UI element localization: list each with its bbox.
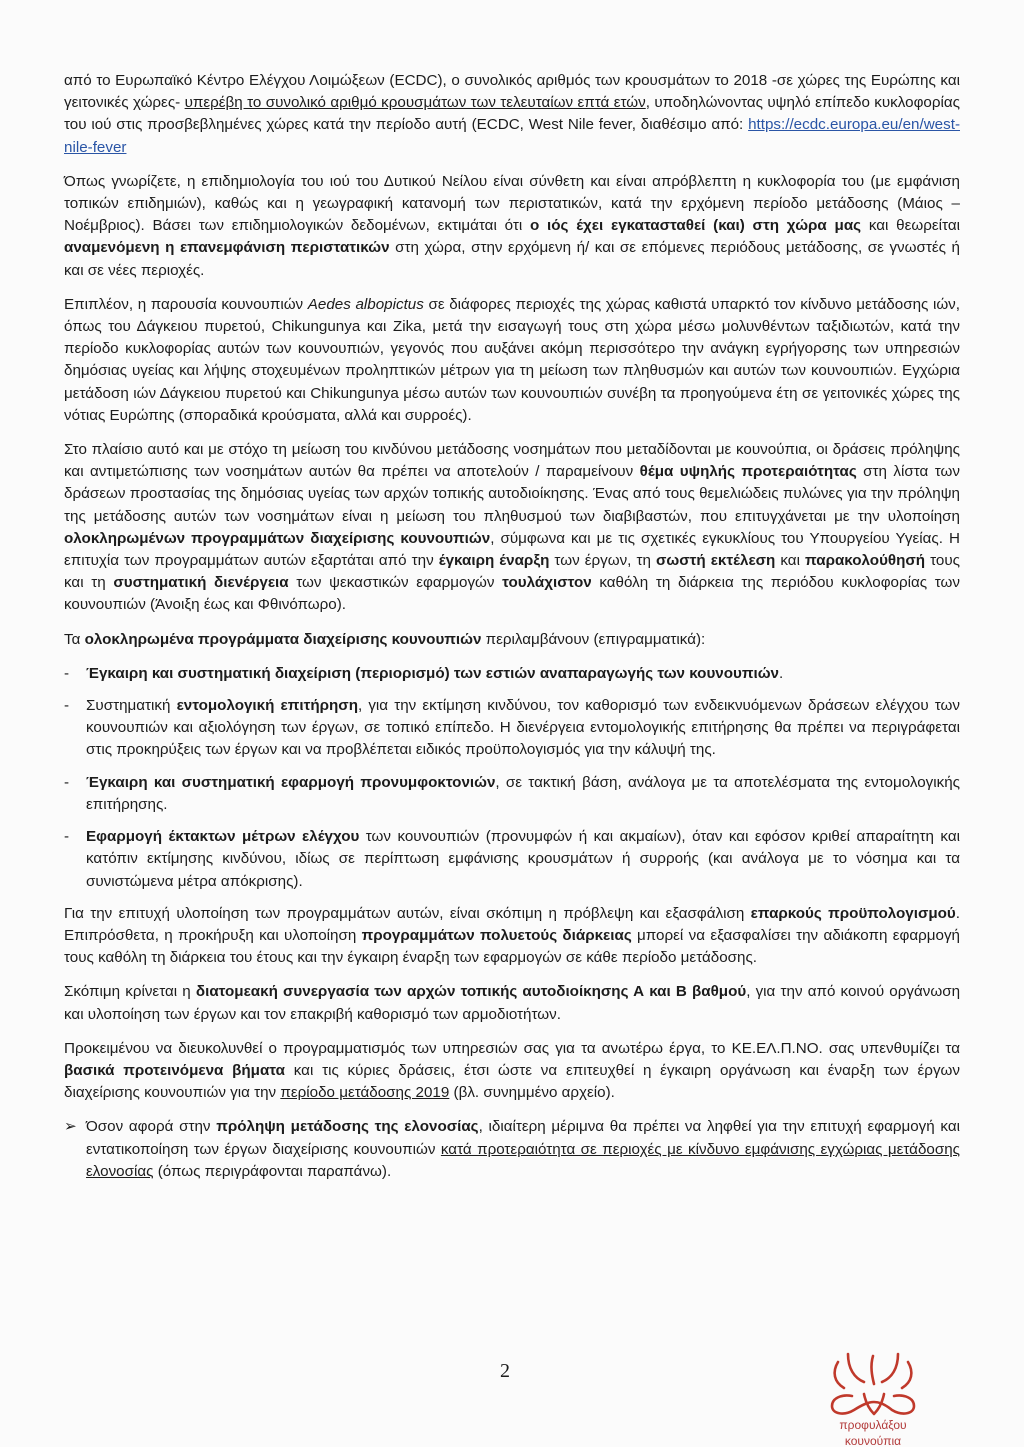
text: των ψεκαστικών εφαρμογών <box>288 574 503 592</box>
bold-text: βασικά προτεινόμενα βήματα <box>64 1061 285 1079</box>
bold-text: παρακολούθησή <box>805 552 926 570</box>
paragraph-programs-intro <box>64 629 960 651</box>
bold-text: Εφαρμογή έκτακτων μέτρων ελέγχου <box>86 828 360 846</box>
bold-text: τουλάχιστον <box>502 574 592 592</box>
logo-text-cropped: κουνούπια <box>844 1434 902 1447</box>
text: καθόλη τη διάρκεια της περιόδου κυκλοφορίας των κουνουπιών (Άνοιξη έως και Φθινόπωρο). <box>64 574 960 614</box>
text: και <box>775 552 806 570</box>
text: (βλ. συνημμένο αρχείο). <box>449 1084 615 1102</box>
text: και τις κύριες δράσεις, έτσι ώστε να επιτευχθεί η έγκαιρη οργάνωση και έναρξη των έργων διαχείρισης κουνουπιών για την <box>64 1061 960 1102</box>
text: περιλαμβάνουν (επιγραμματικά): <box>481 630 706 648</box>
arrow-bullet-icon: ➢ <box>64 1118 77 1136</box>
text: σε διάφορες περιοχές της χώρας καθιστά υπαρκτό τον κίνδυνο μετάδοσης ιών, όπως του Δάγκειου πυρετού, Chikungunya και Zika, μετά την εισαγωγή τους στη χώρα μέσω μολυνθέντων ταξιδιωτών, κατά την περίοδο κυκλοφορίας αυτών των κουνουπιών, γεγονός που αυξάνει ακόμη περισσότερο την ανάγκη εγρήγορσης των υπηρεσιών δημόσιας υγείας και λήψης στοχευμένων προληπτικών μέτρων για τη μείωση των πληθυσμών και αυτών των κουνουπιών. Εγχώρια μετάδοση ιών Δάγκειου πυρετού και Chikungunya μέσω αυτών των κουνουπιών συνέβη τα προηγούμενα έτη σε γειτονικές χώρες της νότιας Ευρώπης (σποραδικά κρούσματα, αλλά και συρροές). <box>64 295 960 424</box>
text: των έργων, τη <box>549 552 656 570</box>
text: . <box>778 664 784 682</box>
text: , σε τακτική βάση, ανάλογα με τα αποτελέσματα της εντομολογικής επιτήρησης. <box>86 773 960 813</box>
bold-text: ο ιός έχει εγκατασταθεί (και) στη χώρα μας <box>529 217 862 235</box>
underlined-text: περίοδο μετάδοσης 2019 <box>280 1084 450 1102</box>
ecdc-link[interactable]: https://ecdc.europa.eu/en/west-nile-fever <box>64 116 960 156</box>
dash-bullet: - <box>64 773 70 791</box>
text: των κουνουπιών (προνυμφών ή και ακμαίων), όταν και εφόσον κριθεί απαραίτητη και κατόπιν εκτίμησης κινδύνου, ιδίως σε περίπτωση εμφάνισης κρουσμάτων ή συρροής (και ανάλογα με το νόσημα και τα συνιστώμενα μέτρα απόκρισης). <box>86 828 960 890</box>
paragraph-budget <box>64 903 960 970</box>
text: τους και τη <box>64 552 960 592</box>
text: Σκόπιμη κρίνεται η <box>64 983 196 1001</box>
bold-text: διατομεακή συνεργασία των αρχών τοπικής αυτοδιοίκησης Α και Β βαθμού <box>195 983 747 1001</box>
text: Στο πλαίσιο αυτό και με στόχο τη μείωση του κινδύνου μετάδοσης νοσημάτων που μεταδίδονται με κουνούπια, οι δράσεις πρόληψης και αντιμετώπισης των νοσημάτων αυτών θα πρέπει να αποτελούν / παραμείνουν <box>64 441 960 481</box>
text: μπορεί να εξασφαλίσει την αδιάκοπη εφαρμογή τους καθόλη τη διάρκεια του έτους και την έγκαιρη έναρξη των εφαρμογών σε κάθε περίοδο μετάδοσης. <box>64 926 960 967</box>
paragraph-ecdc <box>64 70 960 159</box>
document-body <box>64 70 960 1183</box>
text: . Επιπρόσθετα, η προκήρυξη και υλοποίηση <box>64 904 960 944</box>
text: Για την επιτυχή υλοποίηση των προγραμμάτων αυτών, είναι σκόπιμη η πρόβλεψη και εξασφάλιση <box>64 904 751 922</box>
bold-text: Έγκαιρη και συστηματική διαχείριση (περιορισμό) των εστιών αναπαραγωγής των κουνουπιών <box>86 664 779 682</box>
text: Όπως γνωρίζετε, η επιδημιολογία του ιού του Δυτικού Νείλου είναι σύνθετη και είναι απρόβλεπτη η κυκλοφορία του (με εμφάνιση τοπικών επιδημιών), καθώς και η γεωγραφική κατανομή των περιστατικών, κατά την ερχόμενη περίοδο μετάδοσης (Μάιος – Νοέμβριος). Βάσει των επιδημιολογικών δεδομένων, εκτιμάται ότι <box>64 172 960 235</box>
list-item <box>64 695 960 762</box>
paragraph-cooperation <box>64 981 960 1025</box>
program-components-list <box>64 663 960 893</box>
text: και θεωρείται <box>861 217 960 235</box>
logo-text: προφυλάξου <box>839 1418 907 1432</box>
text: Συστηματική <box>86 697 177 715</box>
dash-bullet: - <box>64 828 70 846</box>
bold-text: Έγκαιρη και συστηματική εφαρμογή προνυμφοκτονιών <box>86 773 496 791</box>
list-item <box>64 826 960 893</box>
text: , ιδιαίτερη μέριμνα θα πρέπει να ληφθεί για την επιτυχή εφαρμογή και εντατικοποίηση των έργων διαχείρισης κουνουπιών <box>86 1118 960 1158</box>
bold-text: ολοκληρωμένα προγράμματα διαχείρισης κουνουπιών <box>84 630 482 648</box>
malaria-note <box>64 1116 960 1183</box>
bold-text: επαρκούς προϋπολογισμού <box>750 904 956 922</box>
text: Όσον αφορά στην <box>86 1118 217 1136</box>
dash-bullet: - <box>64 697 70 715</box>
list-item <box>64 772 960 816</box>
bold-text: ολοκληρωμένων προγραμμάτων διαχείρισης κουνουπιών <box>64 529 491 547</box>
text: , για την από κοινού οργάνωση και υλοποίηση των έργων και τον επακριβή καθορισμό των αρμοδιοτήτων. <box>64 983 961 1023</box>
bold-text: αναμενόμενη η επανεμφάνιση περιστατικών <box>64 239 390 257</box>
text: στη λίστα των δράσεων προστασίας της δημόσιας υγείας των αρχών τοπικής αυτοδιοίκησης. Ένας από τους θεμελιώδεις πυλώνες για την πρόληψη της μετάδοσης αυτών των νοσημάτων είναι η μείωση του πληθυσμού των διαβιβαστών, που επιτυγχάνεται με την υλοποίηση <box>64 463 960 525</box>
paragraph-aedes <box>64 294 960 427</box>
bold-text: εντομολογική επιτήρηση <box>176 697 358 715</box>
text: , υποδηλώνοντας υψηλό επίπεδο κυκλοφορίας του ιού στις προσβεβλημένες χώρες κατά την περίοδο αυτή (ECDC, West Nile fever, διαθέσιμο από: <box>64 94 960 134</box>
bold-text: έγκαιρη έναρξη <box>438 552 550 570</box>
underlined-text: κατά προτεραιότητα σε περιοχές με κίνδυνο εμφάνισης εγχώριας μετάδοσης ελονοσίας <box>86 1140 960 1180</box>
text: Προκειμένου να διευκολυνθεί ο προγραμματισμός των υπηρεσιών σας για τα ανωτέρω έργα, το ΚΕ.ΕΛ.Π.ΝΟ. σας υπενθυμίζει τα <box>64 1039 960 1057</box>
paragraph-steps <box>64 1038 960 1105</box>
italic-species-name: Aedes albopictus <box>307 295 424 313</box>
dash-bullet: - <box>64 664 70 682</box>
text: (όπως περιγράφονται παραπάνω). <box>153 1162 392 1180</box>
bold-text: πρόληψη μετάδοσης της ελονοσίας <box>216 1118 479 1136</box>
text: από το Ευρωπαϊκό Κέντρο Ελέγχου Λοιμώξεων (ECDC), ο συνολικός αριθμός των κρουσμάτων το 2018 -σε χώρες της Ευρώπης και γειτονικές χώρες- <box>64 72 960 112</box>
paragraph-epidemiology <box>64 171 960 282</box>
bold-text: συστηματική διενέργεια <box>113 574 289 592</box>
bold-text: σωστή εκτέλεση <box>655 552 776 570</box>
text: στη χώρα, στην ερχόμενη ή/ και σε επόμενες περιόδους μετάδοσης, σε γνωστές ή και σε νέες περιοχές. <box>64 239 960 279</box>
text: Επιπλέον, η παρουσία κουνουπιών <box>64 295 308 313</box>
bold-text: θέμα υψηλής προτεραιότητας <box>639 463 857 481</box>
text: , σύμφωνα και με τις σχετικές εγκυκλίους του Υπουργείου Υγείας. Η επιτυχία των προγραμμάτων αυτών εξαρτάται από την <box>64 529 960 570</box>
page-number: 2 <box>500 1360 510 1382</box>
underlined-text: υπερέβη το συνολικό αριθμό κρουσμάτων των τελευταίων επτά ετών <box>184 94 646 112</box>
bold-text: προγραμμάτων πολυετούς διάρκειας <box>361 926 632 944</box>
paragraph-priority <box>64 439 960 617</box>
list-item <box>64 663 960 685</box>
text: Τα <box>64 630 85 648</box>
text: , για την εκτίμηση κινδύνου, τον καθορισμό των ενδεικνυόμενων δράσεων ελέγχου των κουνουπιών και αξιολόγηση των έργων, σε τοπικό επίπεδο. Η διενέργεια εντομολογικής επιτήρησης θα πρέπει να περιγράφεται στις προκηρύξεις των έργων και να προβλέπεται ειδικός προϋπολογισμός για την κάλυψή της. <box>86 697 960 759</box>
